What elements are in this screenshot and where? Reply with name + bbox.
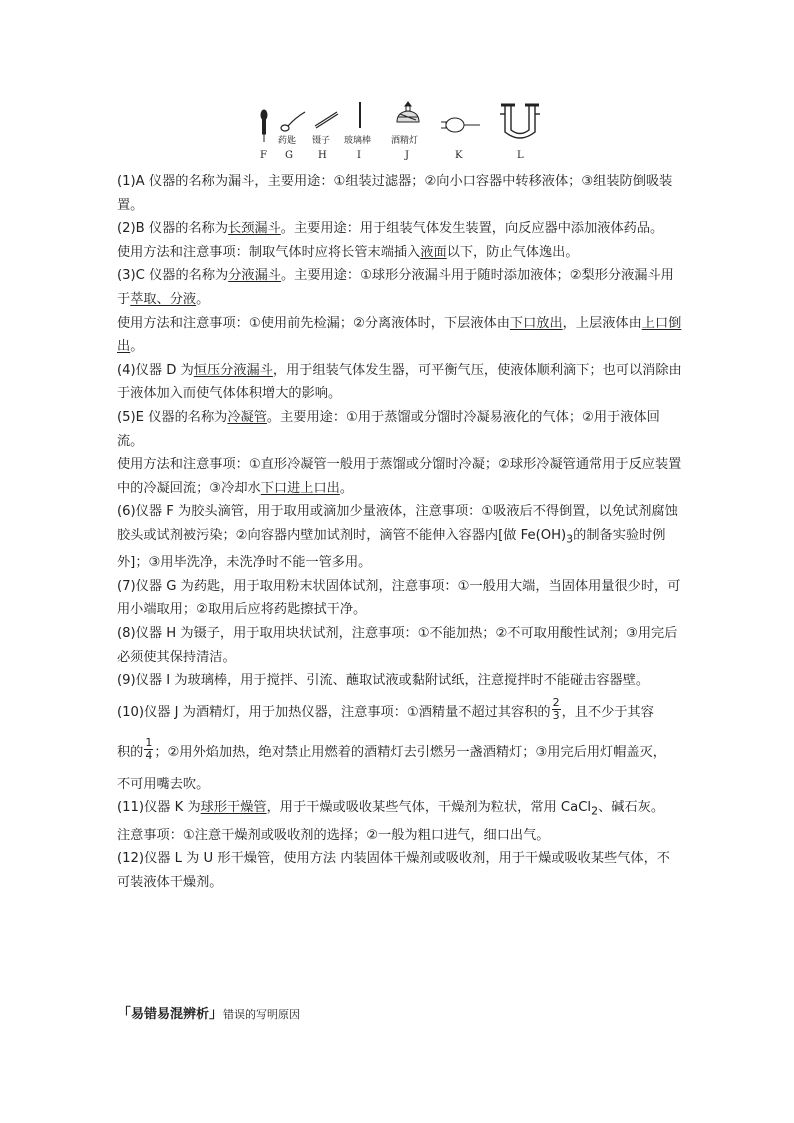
spoon-icon (281, 112, 305, 131)
fraction-two-thirds: $\frac{2}{3}$ (552, 696, 560, 723)
section-tag-label: 易错易混辨析 (131, 1007, 210, 1022)
paragraph-condenser-usage: 使用方法和注意事项：①直形冷凝管一般用于蒸馏或分馏时冷凝；②球形冷凝管通常用于反应装置中的冷凝回流；③冷却水下口进上口出。 (117, 457, 682, 496)
paragraph-drying-tube-notes: 注意事项：①注意干燥剂或吸收剂的选择；②一般为粗口进气，细口出气。 (117, 827, 550, 843)
paragraph-long-neck-funnel: (2)B 仪器的名称为长颈漏斗。主要用途：用于组装气体发生装置，向反应器中添加液体药品。 (117, 221, 664, 237)
label-h: H (318, 150, 327, 161)
paragraph-glass-rod: (9)仪器 I 为玻璃棒，用于搅拌、引流、蘸取试液或黏附试纸，注意搅拌时不能碰击容器壁。 (117, 673, 650, 689)
caption-glass-rod: 玻璃棒 (344, 136, 372, 146)
paragraph-drying-tube: (11)仪器 K 为球形干燥管，用于干燥或吸收某些气体，干燥剂为粒状，常用 CaCl$_2$、碱石灰。 (117, 800, 665, 818)
label-i: I (357, 150, 361, 161)
paragraph-alcohol-lamp-end: 不可用嘴去吹。 (117, 776, 210, 792)
alcohol-lamp-icon (397, 102, 419, 122)
dropper-icon (261, 110, 267, 142)
label-l: L (517, 150, 524, 161)
paragraph-pressure-funnel: (4)仪器 D 为恒压分液漏斗，用于组装气体发生器，可平衡气压，使液体顺利滴下；也可以消除由于液体加入而使气体体积增大的影响。 (117, 362, 682, 402)
u-tube-icon (500, 105, 540, 138)
fraction-one-quarter: $\frac{1}{4}$ (145, 736, 153, 763)
caption-alcohol-lamp: 酒精灯 (391, 136, 419, 146)
apparatus-figure (245, 100, 545, 165)
body-text (117, 170, 683, 894)
paragraph-alcohol-lamp-cont: 积的 $\frac{1}{4}$ ；②用外焰加热，绝对禁止用燃着的酒精灯去引燃另一盏酒精灯；③用完后用灯帽盖灭， (117, 736, 666, 763)
paragraph-funnel: (1)A 仪器的名称为漏斗，主要用途：①组装过滤器；②向小口容器中转移液体；③组装防倒吸装置。 (117, 174, 673, 213)
section-tag: 「易错易混辨析」错误的写明原因 (117, 1006, 301, 1022)
paragraph-dropper: (6)仪器 F 为胶头滴管，用于取用或滴加少量液体，注意事项：①吸液后不得倒置，以免试剂腐蚀胶头或试剂被污染；②向容器内壁加试剂时，滴管不能伸入容器内[做 $Fe(OH)_3$的制备实验时例外]；③用毕洗净，未洗净时不能一管多用。 (117, 504, 678, 571)
tweezers-icon (315, 112, 338, 128)
label-f: F (260, 150, 267, 161)
caption-tweezers: 镊子 (312, 136, 331, 146)
paragraph-long-neck-usage: 使用方法和注意事项：制取气体时应将长管末端插入液面以下，防止气体逸出。 (117, 244, 579, 260)
label-g: G (285, 150, 293, 161)
paragraph-condenser: (5)E 仪器的名称为冷凝管。主要用途：①用于蒸馏或分馏时冷凝易液化的气体；②用于液体回流。 (117, 409, 660, 449)
bulb-drying-tube-icon (441, 118, 480, 132)
paragraph-alcohol-lamp: (10)仪器 J 为酒精灯，用于加热仪器，注意事项：①酒精量不超过其容积的 $\frac{2}{3}$ ，且不少于其容 (117, 696, 654, 723)
paragraph-u-tube: (12)仪器 L 为 U 形干燥管，使用方法 内装固体干燥剂或吸收剂，用于干燥或吸收某些气体，不可装液体干燥剂。 (117, 851, 670, 890)
paragraph-spoon: (7)仪器 G 为药匙，用于取用粉末状固体试剂，注意事项：①一般用大端，当固体用量很少时，可用小端取用；②取用后应将药匙擦拭干净。 (117, 578, 681, 618)
paragraph-separatory-usage: 使用方法和注意事项：①使用前先检漏；②分离液体时，下层液体由下口放出，上层液体由上口倒出。 (117, 315, 682, 355)
label-j: J (405, 150, 410, 161)
section-tag-subtitle: 错误的写明原因 (223, 1008, 301, 1021)
caption-spoon: 药匙 (278, 136, 297, 146)
paragraph-separatory-funnel: (3)C 仪器的名称为分液漏斗。主要用途：①球形分液漏斗用于随时添加液体；②梨形分液漏斗用于萃取、分液。 (117, 268, 674, 307)
paragraph-tweezers: (8)仪器 H 为镊子，用于取用块状试剂，注意事项：①不能加热；②不可取用酸性试剂；③用完后必须使其保持清洁。 (117, 625, 678, 665)
label-k: K (455, 150, 463, 161)
